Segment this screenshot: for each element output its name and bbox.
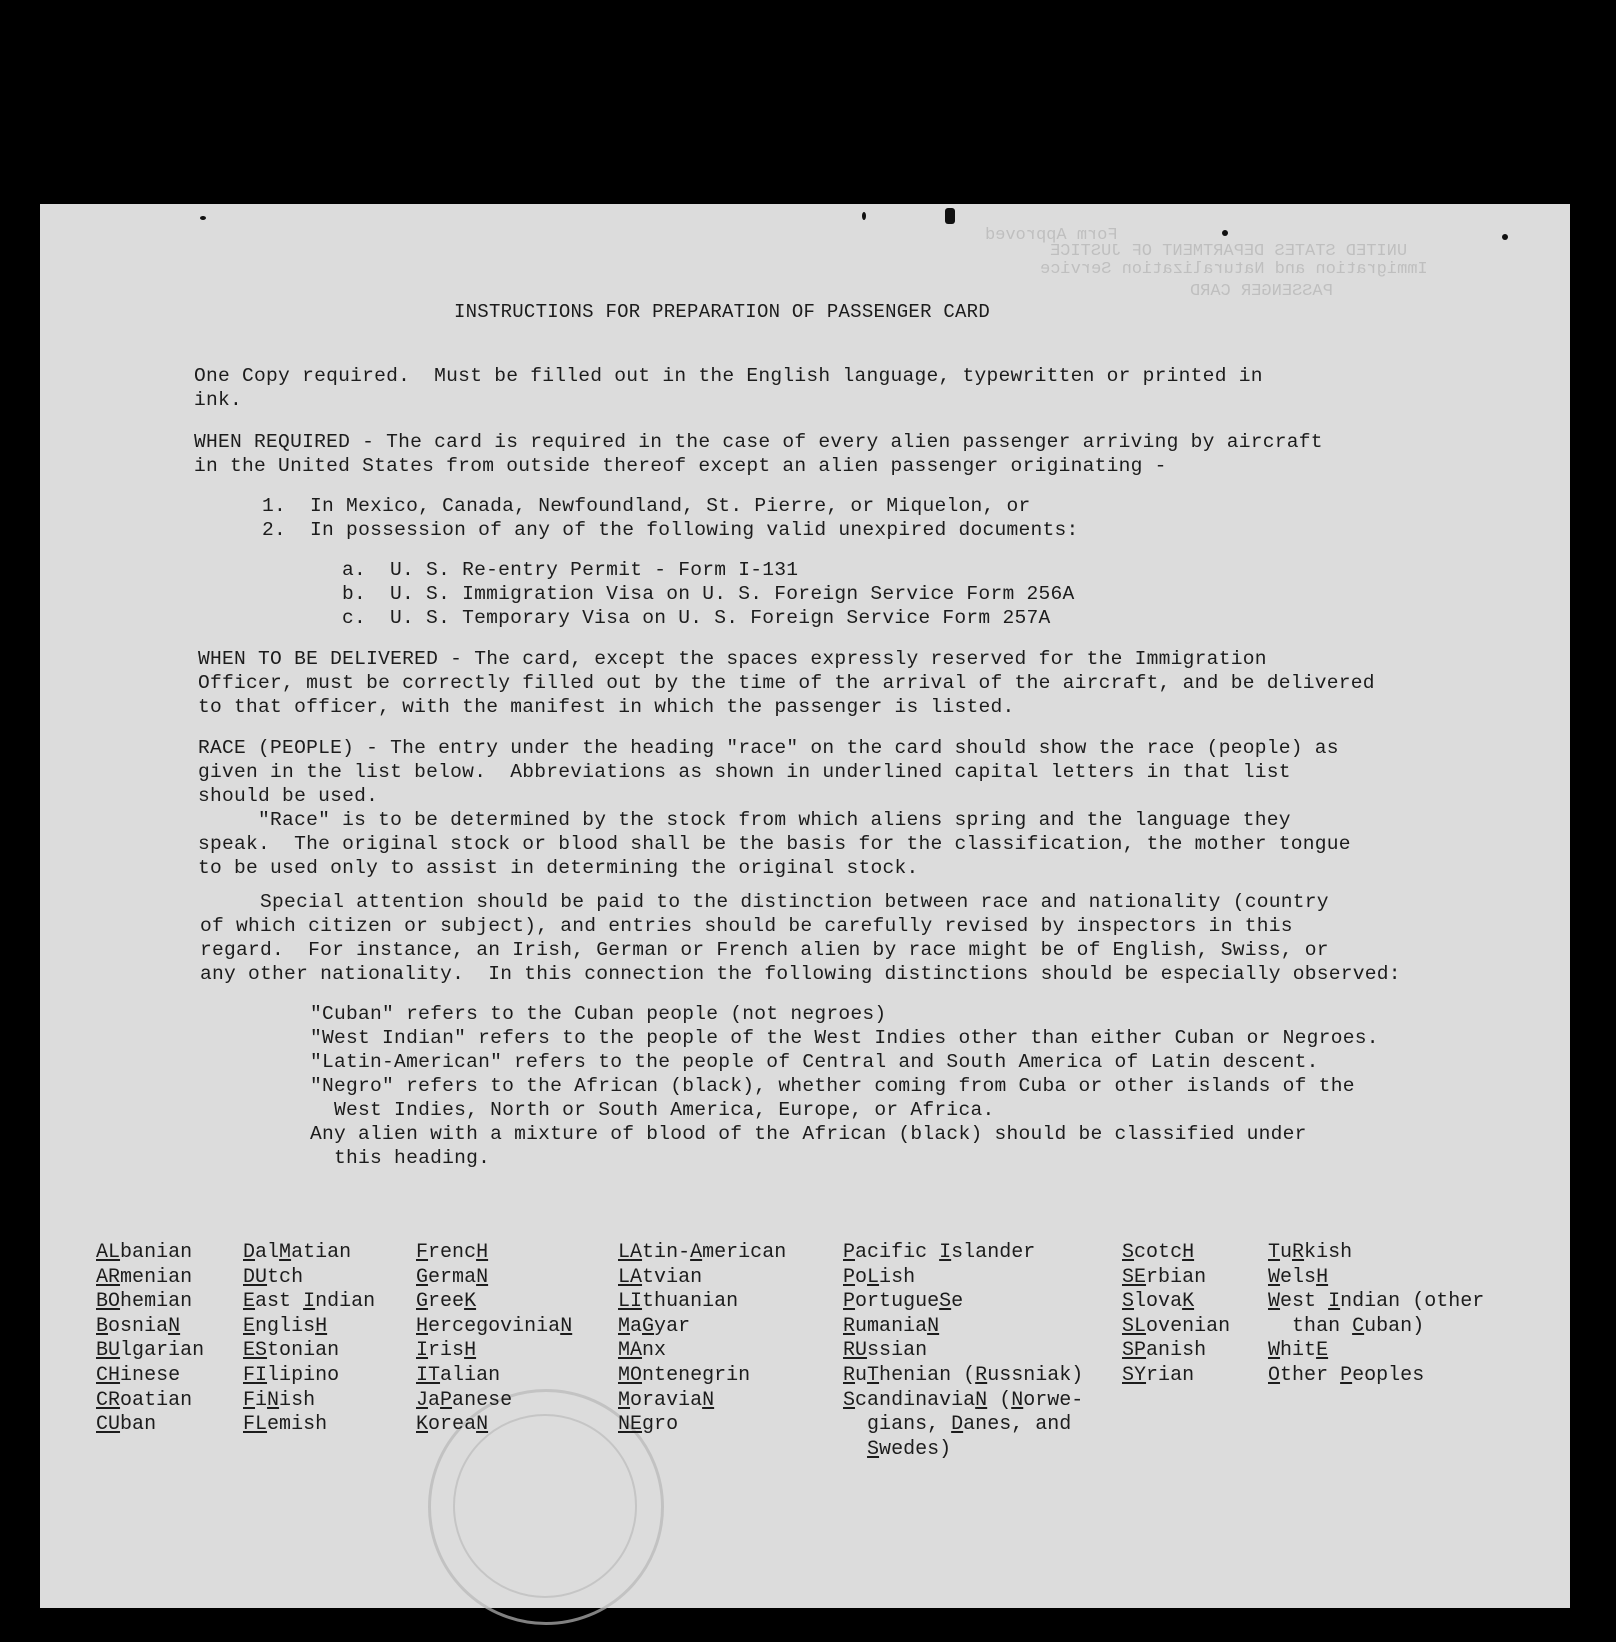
race-list-item: ALbanian bbox=[96, 1241, 193, 1264]
race-people-line: should be used. bbox=[198, 785, 379, 807]
race-list-item: FrencH bbox=[416, 1241, 489, 1264]
special-attention-line: of which citizen or subject), and entries should be carefully revised by inspectors in this bbox=[200, 915, 1293, 937]
distinction-line: this heading. bbox=[310, 1147, 491, 1169]
numbered-item: 2. In possession of any of the following valid unexpired documents: bbox=[262, 519, 1079, 541]
distinction-line: "Cuban" refers to the Cuban people (not negroes) bbox=[310, 1003, 887, 1025]
race-list-item: EnglisH bbox=[243, 1314, 328, 1338]
race-list-item: CHinese bbox=[96, 1363, 181, 1387]
race-list-column bbox=[96, 1241, 204, 1438]
lettered-item: b. U. S. Immigration Visa on U. S. Foreign Service Form 256A bbox=[342, 583, 1075, 605]
race-people-line: to be used only to assist in determining the original stock. bbox=[198, 857, 919, 879]
race-list-item: LIthuanian bbox=[618, 1290, 739, 1314]
ink-speck bbox=[1222, 230, 1228, 236]
race-list-item: SErbian bbox=[1122, 1265, 1207, 1289]
intro-line: ink. bbox=[194, 389, 243, 411]
race-list-item: IrisH bbox=[416, 1339, 477, 1363]
race-list-column bbox=[416, 1241, 572, 1438]
distinction-line: "Latin-American" refers to the people of Central and South America of Latin descent. bbox=[310, 1051, 1319, 1073]
race-list-item: TuRkish bbox=[1268, 1241, 1353, 1264]
ink-speck bbox=[1502, 234, 1508, 240]
race-list-item: gians, Danes, and bbox=[867, 1413, 1072, 1437]
race-list-column bbox=[843, 1241, 1083, 1462]
race-list-item: West Indian (other bbox=[1268, 1290, 1485, 1314]
when-delivered-line: Officer, must be correctly filled out by the time of the arrival of the aircraft, and be delivered bbox=[198, 672, 1375, 694]
race-list-item: LAtvian bbox=[618, 1265, 703, 1289]
race-list-item: SLovenian bbox=[1122, 1314, 1231, 1338]
lettered-item: c. U. S. Temporary Visa on U. S. Foreign Service Form 257A bbox=[342, 607, 1051, 629]
race-list-item: ScandinaviaN (Norwe- bbox=[843, 1388, 1084, 1412]
race-list-item: DUtch bbox=[243, 1265, 304, 1289]
race-list-item: PoLish bbox=[843, 1265, 916, 1289]
distinction-line: "Negro" refers to the African (black), whether coming from Cuba or other islands of the bbox=[310, 1075, 1355, 1097]
race-list-item: WelsH bbox=[1268, 1265, 1329, 1289]
special-attention-line: Special attention should be paid to the distinction between race and nationality (country bbox=[200, 891, 1329, 913]
race-list-item: ScotcH bbox=[1122, 1241, 1195, 1264]
race-list-item: RUssian bbox=[843, 1339, 928, 1363]
bleed-through-line: Immigration and Naturalization Service bbox=[1040, 260, 1428, 279]
ink-speck bbox=[945, 208, 955, 224]
race-list-item: ARmenian bbox=[96, 1265, 193, 1289]
race-list-item: GermaN bbox=[416, 1265, 489, 1289]
race-list-item: FiNish bbox=[243, 1388, 316, 1412]
race-list-item: than Cuban) bbox=[1292, 1314, 1425, 1338]
race-list-item: DalMatian bbox=[243, 1241, 352, 1264]
race-list-column bbox=[618, 1241, 786, 1438]
when-delivered-line: WHEN TO BE DELIVERED - The card, except the spaces expressly reserved for the Immigration bbox=[198, 648, 1267, 670]
race-list-item: BOhemian bbox=[96, 1290, 193, 1314]
race-list-item: East Indian bbox=[243, 1290, 376, 1314]
document-page bbox=[40, 204, 1570, 1608]
race-people-line: RACE (PEOPLE) - The entry under the heading "race" on the card should show the race (people) as bbox=[198, 737, 1339, 759]
race-list-item: MaGyar bbox=[618, 1314, 691, 1338]
bleed-through-line: PASSENGER CARD bbox=[1190, 282, 1333, 301]
race-list-item: WhitE bbox=[1268, 1339, 1329, 1363]
ink-speck bbox=[200, 216, 206, 220]
bleed-through-line: UNITED STATES DEPARTMENT OF JUSTICE bbox=[1050, 242, 1408, 261]
intro-line: One Copy required. Must be filled out in the English language, typewritten or printed in bbox=[194, 365, 1263, 387]
race-list-item: RuThenian (Russniak) bbox=[843, 1363, 1084, 1387]
race-list-column bbox=[1268, 1241, 1484, 1389]
when-delivered-line: to that officer, with the manifest in which the passenger is listed. bbox=[198, 696, 1015, 718]
race-list-item: GreeK bbox=[416, 1290, 477, 1314]
distinction-line: Any alien with a mixture of blood of the African (black) should be classified under bbox=[310, 1123, 1307, 1145]
race-list-item: FIlipino bbox=[243, 1363, 340, 1387]
race-list-item: SlovaK bbox=[1122, 1290, 1195, 1314]
when-required-line: in the United States from outside thereof except an alien passenger originating - bbox=[194, 455, 1167, 477]
race-list-column bbox=[243, 1241, 375, 1438]
race-list-item: RumaniaN bbox=[843, 1314, 940, 1338]
race-list-item: PortugueSe bbox=[843, 1290, 964, 1314]
race-list-item: CUban bbox=[96, 1413, 157, 1437]
bleed-through-line: Form Approved bbox=[985, 226, 1118, 245]
race-list-item: ITalian bbox=[416, 1363, 501, 1387]
race-list-item: Swedes) bbox=[867, 1437, 952, 1461]
special-attention-line: regard. For instance, an Irish, German or French alien by race might be of English, Swiss, or bbox=[200, 939, 1329, 961]
special-attention-line: any other nationality. In this connection the following distinctions should be especially observed: bbox=[200, 963, 1401, 985]
race-list-item: EStonian bbox=[243, 1339, 340, 1363]
race-list-item: LAtin-American bbox=[618, 1241, 787, 1264]
race-list-item: BUlgarian bbox=[96, 1339, 205, 1363]
race-list-item: JaPanese bbox=[416, 1388, 513, 1412]
numbered-item: 1. In Mexico, Canada, Newfoundland, St. Pierre, or Miquelon, or bbox=[262, 495, 1031, 517]
distinction-line: West Indies, North or South America, Europe, or Africa. bbox=[310, 1099, 995, 1121]
race-list-item: MOntenegrin bbox=[618, 1363, 751, 1387]
race-list-item: FLemish bbox=[243, 1413, 328, 1437]
race-list-item: Pacific Islander bbox=[843, 1241, 1036, 1264]
race-people-line: given in the list below. Abbreviations as shown in underlined capital letters in that list bbox=[198, 761, 1291, 783]
distinction-line: "West Indian" refers to the people of the West Indies other than either Cuban or Negroes. bbox=[310, 1027, 1379, 1049]
page-title: INSTRUCTIONS FOR PREPARATION OF PASSENGER CARD bbox=[454, 301, 990, 323]
lettered-item: a. U. S. Re-entry Permit - Form I-131 bbox=[342, 559, 799, 581]
race-list-column bbox=[1122, 1241, 1230, 1389]
when-required-line: WHEN REQUIRED - The card is required in the case of every alien passenger arriving by aircraft bbox=[194, 431, 1323, 453]
race-list-item: BosniaN bbox=[96, 1314, 181, 1338]
race-list-item: CRoatian bbox=[96, 1388, 193, 1412]
race-list-item: SYrian bbox=[1122, 1363, 1195, 1387]
race-list-item: KoreaN bbox=[416, 1413, 489, 1437]
race-list-item: SPanish bbox=[1122, 1339, 1207, 1363]
race-people-line: "Race" is to be determined by the stock from which aliens spring and the language they bbox=[198, 809, 1291, 831]
race-list-item: NEgro bbox=[618, 1413, 679, 1437]
race-list-item: MoraviaN bbox=[618, 1388, 715, 1412]
race-list-item: MAnx bbox=[618, 1339, 667, 1363]
race-list-item: Other Peoples bbox=[1268, 1363, 1425, 1387]
race-people-line: speak. The original stock or blood shall be the basis for the classification, the mother tongue bbox=[198, 833, 1351, 855]
ink-speck bbox=[862, 212, 866, 220]
race-list-item: HercegoviniaN bbox=[416, 1314, 573, 1338]
